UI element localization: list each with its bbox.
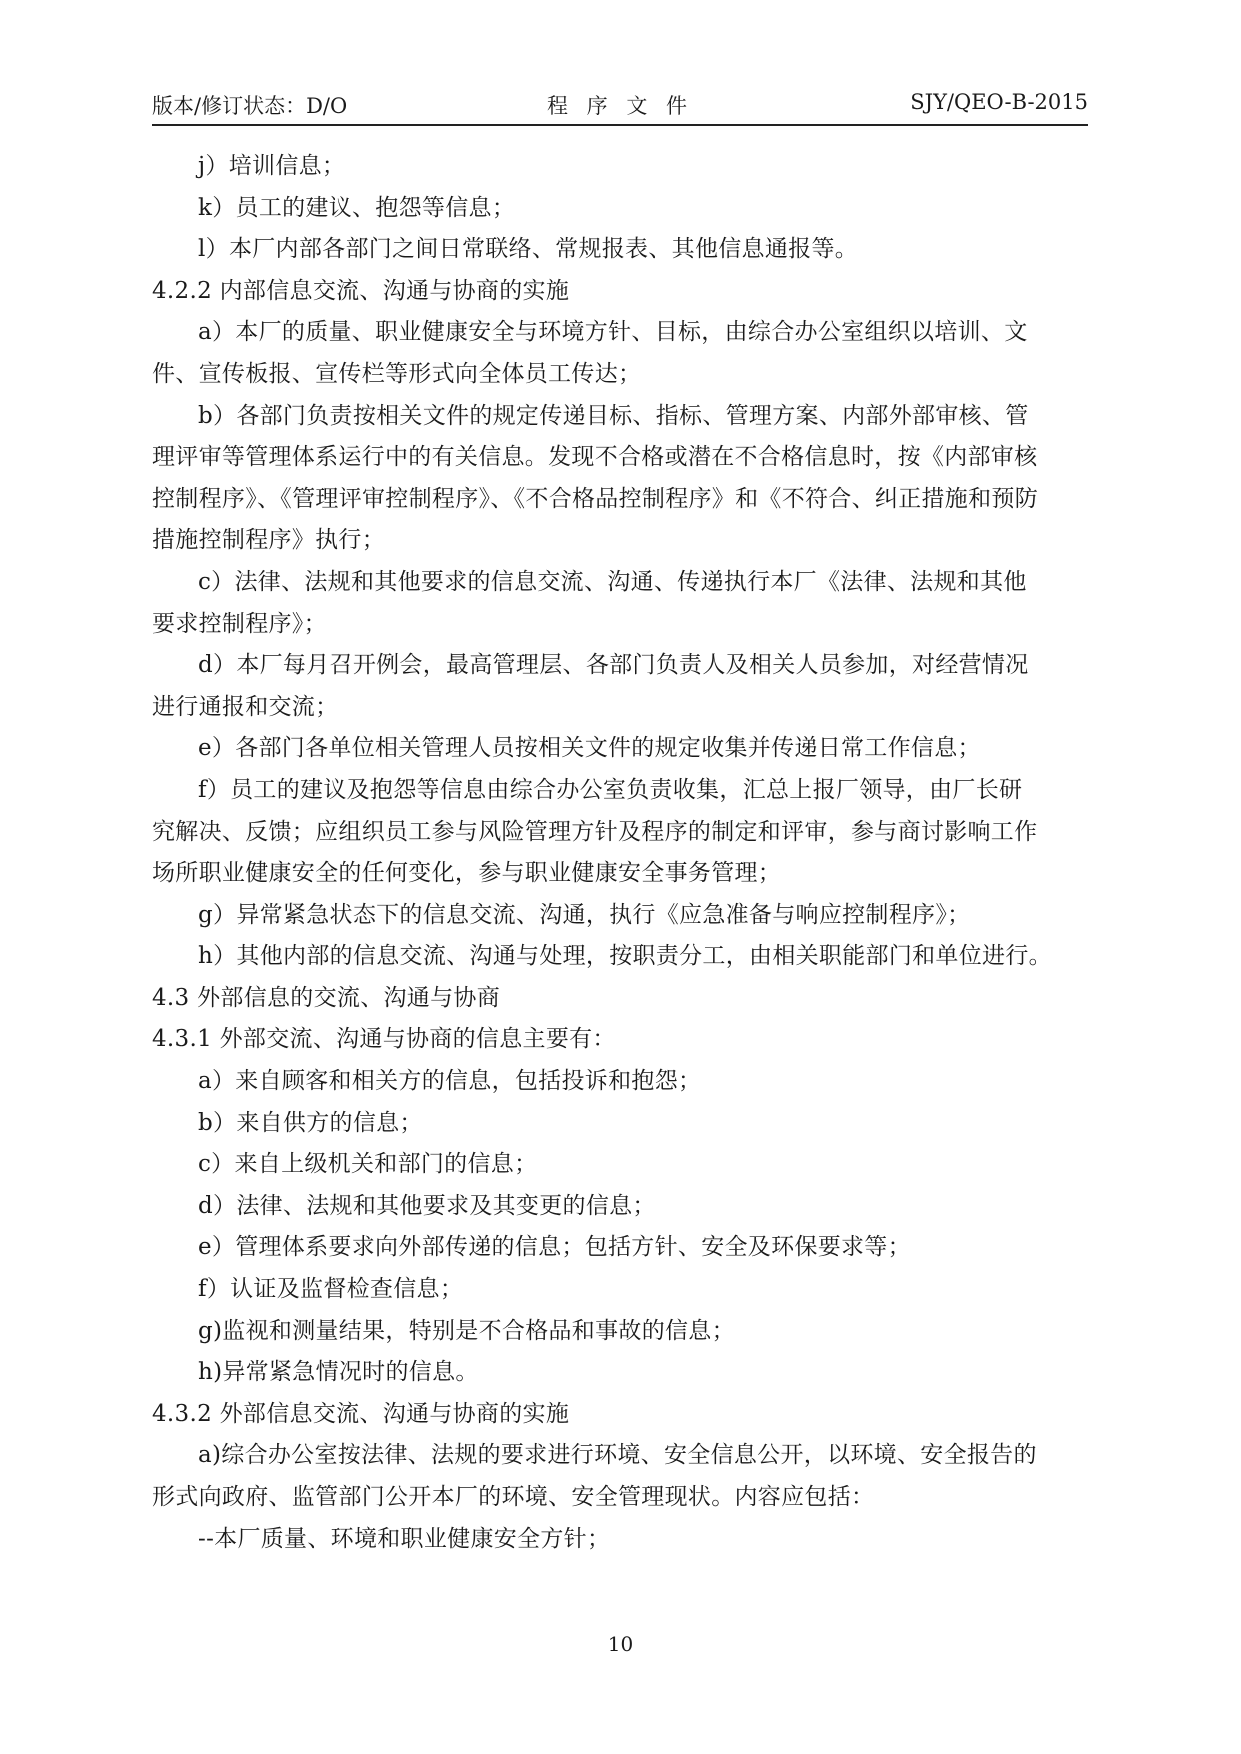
text-line: e）各部门各单位相关管理人员按相关文件的规定收集并传递日常工作信息； [198,735,981,762]
text-line: 4.2.2 内部信息交流、沟通与协商的实施 [152,277,570,304]
text-line: f）认证及监督检查信息； [198,1276,464,1303]
text-line: 4.3 外部信息的交流、沟通与协商 [152,984,500,1011]
text-line: e）管理体系要求向外部传递的信息；包括方针、安全及环保要求等； [198,1234,911,1261]
text-line: j）培训信息； [198,153,346,179]
text-line: a)综合办公室按法律、法规的要求进行环境、安全信息公开，以环境、安全报告的 [198,1442,1037,1469]
text-line: k）员工的建议、抱怨等信息； [198,194,516,221]
text-line: a）本厂的质量、职业健康安全与环境方针、目标，由综合办公室组织以培训、文 [198,319,1028,346]
header-doc-code: SJY/QEO-B-2015 [910,90,1088,114]
text-line: 形式向政府、监管部门公开本厂的环境、安全管理现状。内容应包括： [152,1484,875,1510]
page-number: 10 [607,1632,634,1656]
text-line: 措施控制程序》执行； [152,527,385,554]
header-doc-type: 程 序 文 件 [546,94,694,118]
text-line: g）异常紧急状态下的信息交流、沟通，执行《应急准备与响应控制程序》； [198,901,971,928]
text-line: g)监视和测量结果，特别是不合格品和事故的信息； [198,1317,735,1344]
text-line: 要求控制程序》； [152,610,327,637]
text-line: 进行通报和交流； [152,693,339,720]
text-line: h)异常紧急情况时的信息。 [198,1359,479,1386]
text-line: 控制程序》、《管理评审控制程序》、《不合格品控制程序》和《不符合、纠正措施和预防 [152,485,1038,512]
text-line: c）来自上级机关和部门的信息； [198,1151,538,1178]
text-line: d）本厂每月召开例会，最高管理层、各部门负责人及相关人员参加，对经营情况 [198,652,1029,679]
text-line: c）法律、法规和其他要求的信息交流、沟通、传递执行本厂《法律、法规和其他 [198,568,1027,595]
text-line: --本厂质量、环境和职业健康安全方针； [198,1525,611,1552]
text-line: a）来自顾客和相关方的信息，包括投诉和抱怨； [198,1068,702,1095]
text-line: 场所职业健康安全的任何变化，参与职业健康安全事务管理； [152,860,782,887]
header-version-status: 版本/修订状态：D/O [152,94,348,118]
text-line: 4.3.1 外部交流、沟通与协商的信息主要有： [152,1026,616,1053]
text-line: f）员工的建议及抱怨等信息由综合办公室负责收集，汇总上报厂领导，由厂长研 [198,776,1023,803]
page-header [152,86,1088,126]
text-line: l）本厂内部各部门之间日常联络、常规报表、其他信息通报等。 [198,236,859,263]
text-line: b）各部门负责按相关文件的规定传递目标、指标、管理方案、内部外部审核、管 [198,402,1029,429]
text-line: 究解决、反馈；应组织员工参与风险管理方针及程序的制定和评审，参与商讨影响工作 [152,818,1038,845]
text-line: h）其他内部的信息交流、沟通与处理，按职责分工，由相关职能部门和单位进行。 [198,943,1052,970]
text-line: 4.3.2 外部信息交流、沟通与协商的实施 [152,1400,570,1427]
text-line: b）来自供方的信息； [198,1109,423,1136]
document-body [152,146,1088,1560]
text-line: d）法律、法规和其他要求及其变更的信息； [198,1192,656,1219]
text-line: 件、宣传板报、宣传栏等形式向全体员工传达； [152,360,642,387]
text-line: 理评审等管理体系运行中的有关信息。发现不合格或潜在不合格信息时，按《内部审核 [152,444,1038,471]
